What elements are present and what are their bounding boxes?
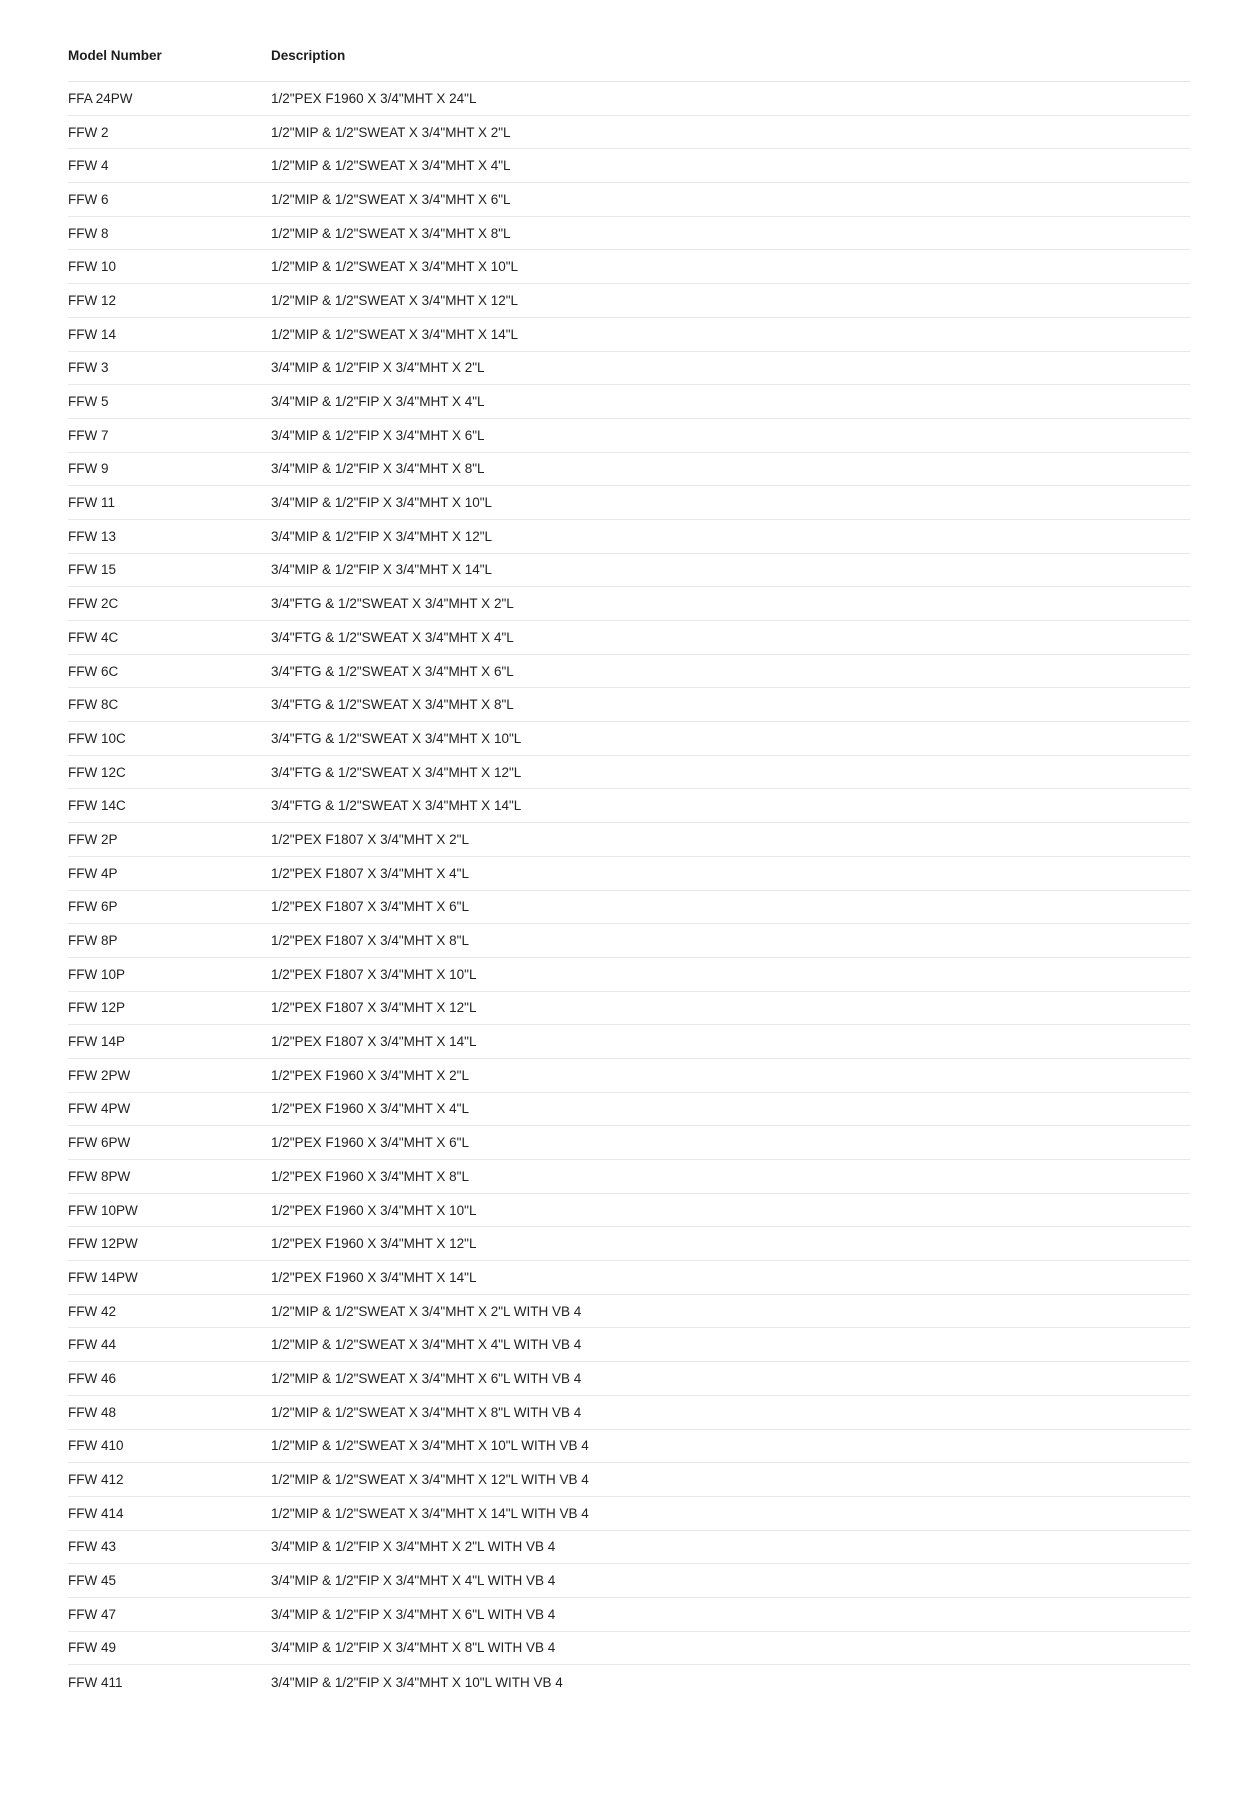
description-cell: 3/4"FTG & 1/2"SWEAT X 3/4"MHT X 12"L — [271, 764, 522, 780]
table-row — [68, 1531, 1190, 1565]
model-number-cell: FFW 47 — [68, 1606, 117, 1622]
description-cell: 1/2"MIP & 1/2"SWEAT X 3/4"MHT X 12"L WITH VB 4 — [271, 1472, 589, 1488]
table-row — [68, 587, 1190, 621]
description-cell: 1/2"PEX F1807 X 3/4"MHT X 2"L — [271, 831, 469, 847]
description-cell: 3/4"FTG & 1/2"SWEAT X 3/4"MHT X 6"L — [271, 663, 514, 679]
description-cell: 3/4"MIP & 1/2"FIP X 3/4"MHT X 12"L — [271, 528, 493, 544]
table-row — [68, 1665, 1190, 1699]
description-cell: 3/4"FTG & 1/2"SWEAT X 3/4"MHT X 4"L — [271, 629, 514, 645]
table-row — [68, 1362, 1190, 1396]
model-number-cell: FFW 2C — [68, 596, 119, 612]
description-cell: 1/2"MIP & 1/2"SWEAT X 3/4"MHT X 2"L WITH VB 4 — [271, 1303, 582, 1319]
column-header-description: Description — [271, 48, 346, 63]
model-number-cell: FFW 8C — [68, 697, 119, 713]
table-row — [68, 789, 1190, 823]
table-row — [68, 992, 1190, 1026]
table-row — [68, 655, 1190, 689]
model-number-cell: FFW 10PW — [68, 1202, 138, 1218]
product-spec-table — [68, 44, 1190, 1699]
table-body — [68, 82, 1190, 1699]
table-row — [68, 1093, 1190, 1127]
model-number-cell: FFW 6P — [68, 899, 118, 915]
model-number-cell: FFW 7 — [68, 427, 109, 443]
description-cell: 1/2"PEX F1960 X 3/4"MHT X 10"L — [271, 1202, 477, 1218]
description-cell: 3/4"MIP & 1/2"FIP X 3/4"MHT X 4"L WITH VB 4 — [271, 1573, 556, 1589]
table-row — [68, 250, 1190, 284]
table-row — [68, 385, 1190, 419]
table-row — [68, 1430, 1190, 1464]
model-number-cell: FFW 14C — [68, 798, 126, 814]
table-row — [68, 1126, 1190, 1160]
table-row — [68, 756, 1190, 790]
model-number-cell: FFW 14 — [68, 326, 117, 342]
description-cell: 1/2"MIP & 1/2"SWEAT X 3/4"MHT X 14"L WITH VB 4 — [271, 1505, 589, 1521]
model-number-cell: FFW 11 — [68, 495, 115, 511]
table-header-row — [68, 44, 1190, 82]
description-cell: 1/2"MIP & 1/2"SWEAT X 3/4"MHT X 8"L — [271, 225, 511, 241]
description-cell: 3/4"MIP & 1/2"FIP X 3/4"MHT X 6"L WITH VB 4 — [271, 1606, 556, 1622]
description-cell: 1/2"PEX F1807 X 3/4"MHT X 4"L — [271, 865, 469, 881]
model-number-cell: FFW 4P — [68, 865, 118, 881]
model-number-cell: FFW 410 — [68, 1438, 124, 1454]
description-cell: 1/2"MIP & 1/2"SWEAT X 3/4"MHT X 6"L WITH VB 4 — [271, 1370, 582, 1386]
description-cell: 1/2"MIP & 1/2"SWEAT X 3/4"MHT X 12"L — [271, 292, 519, 308]
description-cell: 3/4"MIP & 1/2"FIP X 3/4"MHT X 4"L — [271, 394, 485, 410]
model-number-cell: FFW 42 — [68, 1303, 117, 1319]
model-number-cell: FFW 3 — [68, 360, 109, 376]
model-number-cell: FFW 12C — [68, 764, 126, 780]
description-cell: 3/4"MIP & 1/2"FIP X 3/4"MHT X 10"L WITH VB 4 — [271, 1674, 563, 1690]
model-number-cell: FFW 8 — [68, 225, 109, 241]
description-cell: 1/2"PEX F1960 X 3/4"MHT X 24"L — [271, 90, 477, 106]
table-row — [68, 1261, 1190, 1295]
description-cell: 1/2"MIP & 1/2"SWEAT X 3/4"MHT X 2"L — [271, 124, 511, 140]
description-cell: 1/2"MIP & 1/2"SWEAT X 3/4"MHT X 4"L — [271, 158, 511, 174]
model-number-cell: FFW 10P — [68, 966, 126, 982]
description-cell: 3/4"FTG & 1/2"SWEAT X 3/4"MHT X 2"L — [271, 596, 514, 612]
model-number-cell: FFW 45 — [68, 1573, 117, 1589]
model-number-cell: FFW 2P — [68, 831, 118, 847]
description-cell: 3/4"FTG & 1/2"SWEAT X 3/4"MHT X 8"L — [271, 697, 514, 713]
description-cell: 1/2"PEX F1960 X 3/4"MHT X 6"L — [271, 1135, 469, 1151]
description-cell: 1/2"MIP & 1/2"SWEAT X 3/4"MHT X 6"L — [271, 191, 511, 207]
table-row — [68, 958, 1190, 992]
description-cell: 1/2"PEX F1960 X 3/4"MHT X 14"L — [271, 1269, 477, 1285]
table-row — [68, 453, 1190, 487]
table-row — [68, 1194, 1190, 1228]
description-cell: 1/2"MIP & 1/2"SWEAT X 3/4"MHT X 14"L — [271, 326, 519, 342]
model-number-cell: FFW 412 — [68, 1472, 124, 1488]
table-row — [68, 419, 1190, 453]
description-cell: 3/4"MIP & 1/2"FIP X 3/4"MHT X 14"L — [271, 562, 493, 578]
model-number-cell: FFW 411 — [68, 1674, 123, 1690]
description-cell: 1/2"PEX F1807 X 3/4"MHT X 12"L — [271, 1000, 477, 1016]
model-number-cell: FFW 14P — [68, 1034, 126, 1050]
table-row — [68, 1227, 1190, 1261]
table-row — [68, 1025, 1190, 1059]
model-number-cell: FFW 48 — [68, 1404, 117, 1420]
model-number-cell: FFW 9 — [68, 461, 109, 477]
model-number-cell: FFW 44 — [68, 1337, 117, 1353]
description-cell: 1/2"PEX F1807 X 3/4"MHT X 6"L — [271, 899, 469, 915]
model-number-cell: FFW 8P — [68, 933, 118, 949]
table-row — [68, 520, 1190, 554]
table-row — [68, 1160, 1190, 1194]
table-row — [68, 1598, 1190, 1632]
table-row — [68, 284, 1190, 318]
model-number-cell: FFW 13 — [68, 528, 117, 544]
table-row — [68, 891, 1190, 925]
table-row — [68, 486, 1190, 520]
table-row — [68, 82, 1190, 116]
table-row — [68, 352, 1190, 386]
table-row — [68, 183, 1190, 217]
model-number-cell: FFW 12 — [68, 292, 117, 308]
table-row — [68, 1564, 1190, 1598]
description-cell: 1/2"PEX F1807 X 3/4"MHT X 14"L — [271, 1034, 477, 1050]
model-number-cell: FFW 414 — [68, 1505, 124, 1521]
description-cell: 1/2"PEX F1807 X 3/4"MHT X 8"L — [271, 933, 469, 949]
model-number-cell: FFW 10C — [68, 730, 126, 746]
description-cell: 3/4"FTG & 1/2"SWEAT X 3/4"MHT X 14"L — [271, 798, 522, 814]
description-cell: 3/4"MIP & 1/2"FIP X 3/4"MHT X 2"L — [271, 360, 485, 376]
table-row — [68, 1059, 1190, 1093]
model-number-cell: FFA 24PW — [68, 90, 133, 106]
table-row — [68, 318, 1190, 352]
table-row — [68, 722, 1190, 756]
description-cell: 1/2"PEX F1960 X 3/4"MHT X 8"L — [271, 1168, 469, 1184]
table-row — [68, 823, 1190, 857]
description-cell: 1/2"PEX F1960 X 3/4"MHT X 12"L — [271, 1236, 477, 1252]
description-cell: 1/2"PEX F1807 X 3/4"MHT X 10"L — [271, 966, 477, 982]
description-cell: 3/4"MIP & 1/2"FIP X 3/4"MHT X 2"L WITH VB 4 — [271, 1539, 556, 1555]
model-number-cell: FFW 15 — [68, 562, 117, 578]
model-number-cell: FFW 43 — [68, 1539, 117, 1555]
model-number-cell: FFW 12P — [68, 1000, 126, 1016]
description-cell: 3/4"MIP & 1/2"FIP X 3/4"MHT X 8"L WITH VB 4 — [271, 1640, 556, 1656]
column-header-model-number: Model Number — [68, 48, 162, 63]
table-row — [68, 554, 1190, 588]
table-row — [68, 217, 1190, 251]
description-cell: 3/4"MIP & 1/2"FIP X 3/4"MHT X 10"L — [271, 495, 493, 511]
model-number-cell: FFW 8PW — [68, 1168, 131, 1184]
description-cell: 3/4"FTG & 1/2"SWEAT X 3/4"MHT X 10"L — [271, 730, 522, 746]
model-number-cell: FFW 10 — [68, 259, 117, 275]
model-number-cell: FFW 49 — [68, 1640, 117, 1656]
table-row — [68, 924, 1190, 958]
table-row — [68, 149, 1190, 183]
table-row — [68, 1497, 1190, 1531]
description-cell: 1/2"PEX F1960 X 3/4"MHT X 4"L — [271, 1101, 469, 1117]
table-row — [68, 1396, 1190, 1430]
description-cell: 3/4"MIP & 1/2"FIP X 3/4"MHT X 6"L — [271, 427, 485, 443]
description-cell: 1/2"MIP & 1/2"SWEAT X 3/4"MHT X 4"L WITH VB 4 — [271, 1337, 582, 1353]
description-cell: 1/2"MIP & 1/2"SWEAT X 3/4"MHT X 8"L WITH VB 4 — [271, 1404, 582, 1420]
table-row — [68, 116, 1190, 150]
table-row — [68, 857, 1190, 891]
model-number-cell: FFW 14PW — [68, 1269, 138, 1285]
model-number-cell: FFW 6 — [68, 191, 109, 207]
description-cell: 3/4"MIP & 1/2"FIP X 3/4"MHT X 8"L — [271, 461, 485, 477]
table-row — [68, 688, 1190, 722]
description-cell: 1/2"PEX F1960 X 3/4"MHT X 2"L — [271, 1067, 469, 1083]
model-number-cell: FFW 4PW — [68, 1101, 131, 1117]
model-number-cell: FFW 4C — [68, 629, 119, 645]
model-number-cell: FFW 46 — [68, 1370, 117, 1386]
description-cell: 1/2"MIP & 1/2"SWEAT X 3/4"MHT X 10"L — [271, 259, 519, 275]
model-number-cell: FFW 2 — [68, 124, 109, 140]
model-number-cell: FFW 2PW — [68, 1067, 131, 1083]
model-number-cell: FFW 12PW — [68, 1236, 138, 1252]
model-number-cell: FFW 4 — [68, 158, 109, 174]
table-row — [68, 1463, 1190, 1497]
description-cell: 1/2"MIP & 1/2"SWEAT X 3/4"MHT X 10"L WITH VB 4 — [271, 1438, 589, 1454]
model-number-cell: FFW 5 — [68, 394, 109, 410]
table-row — [68, 1295, 1190, 1329]
table-row — [68, 1632, 1190, 1666]
table-row — [68, 1328, 1190, 1362]
model-number-cell: FFW 6PW — [68, 1135, 131, 1151]
table-row — [68, 621, 1190, 655]
model-number-cell: FFW 6C — [68, 663, 119, 679]
